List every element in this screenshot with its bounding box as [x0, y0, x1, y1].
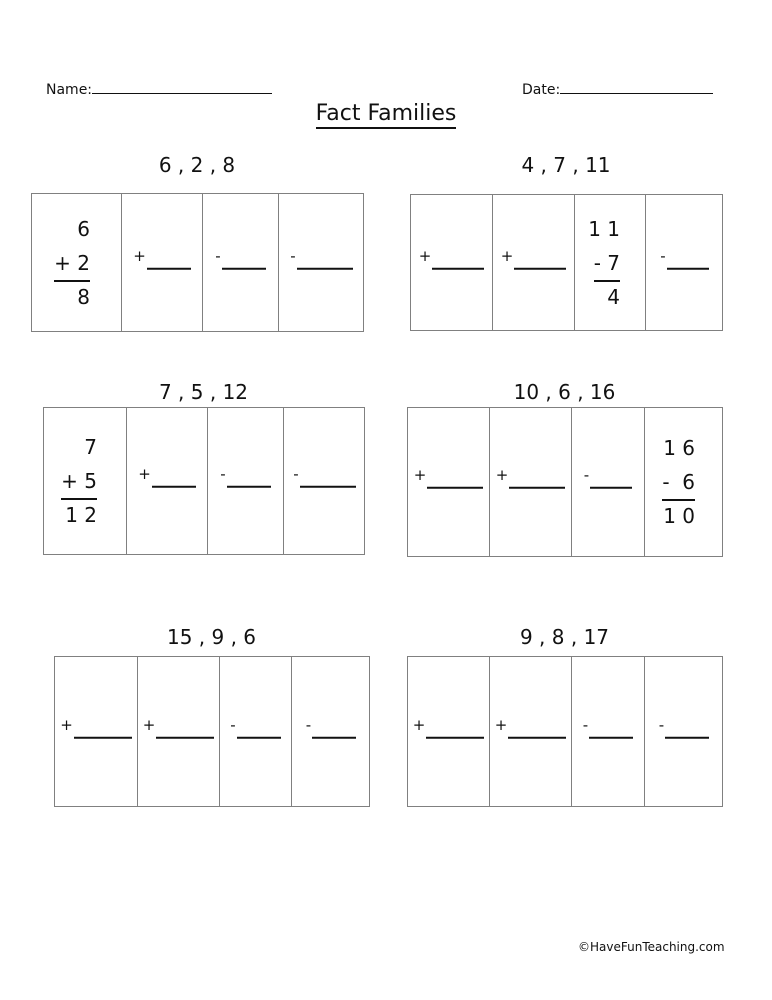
subtraction-answer-cell[interactable]	[207, 408, 283, 554]
answer-line[interactable]	[152, 486, 196, 488]
answer-line[interactable]	[665, 736, 709, 738]
plus-sign: +	[500, 246, 514, 265]
worked-problem	[44, 430, 126, 532]
problem-top-number: 1 6	[663, 436, 695, 460]
answer-blank[interactable]	[645, 715, 723, 738]
page-title-text: Fact Families	[316, 101, 457, 129]
fact-family-numbers: 6 , 2 , 8	[158, 153, 236, 177]
addition-answer-cell[interactable]	[492, 195, 574, 330]
answer-blank[interactable]	[408, 715, 489, 738]
minus-sign: -	[293, 464, 299, 483]
answer-line[interactable]	[74, 736, 132, 738]
example-problem-cell	[574, 195, 645, 330]
answer-blank[interactable]	[55, 715, 137, 738]
answer-line[interactable]	[426, 736, 484, 738]
answer-line[interactable]	[300, 486, 356, 488]
example-problem-cell	[32, 194, 121, 331]
answer-blank[interactable]	[490, 715, 571, 738]
addition-answer-cell[interactable]	[137, 657, 219, 806]
minus-sign: -	[230, 715, 236, 734]
answer-line[interactable]	[590, 487, 632, 489]
addition-answer-cell[interactable]	[408, 657, 489, 806]
plus-sign: +	[133, 246, 146, 265]
answer-blank[interactable]	[292, 715, 370, 738]
subtraction-answer-cell[interactable]	[291, 657, 370, 806]
date-blank-line[interactable]	[560, 79, 713, 94]
subtraction-answer-cell[interactable]	[283, 408, 365, 554]
fact-family-box	[31, 193, 364, 332]
problem-operator-row: + 2	[54, 246, 90, 282]
subtraction-answer-cell[interactable]	[644, 657, 723, 806]
answer-line[interactable]	[237, 736, 281, 738]
fact-family-numbers: 9 , 8 , 17	[519, 625, 610, 649]
name-blank-line[interactable]	[92, 79, 272, 94]
minus-sign: -	[290, 246, 296, 265]
answer-blank[interactable]	[279, 246, 364, 269]
addition-answer-cell[interactable]	[411, 195, 492, 330]
problem-result: 1 0	[663, 504, 695, 528]
minus-sign: -	[583, 465, 590, 484]
answer-line[interactable]	[432, 267, 484, 269]
fact-family-box	[54, 656, 370, 807]
subtraction-answer-cell[interactable]	[645, 195, 723, 330]
problem-top-number: 6	[77, 216, 90, 241]
answer-blank[interactable]	[493, 246, 574, 269]
problem-top-number: 1 1	[588, 216, 620, 241]
answer-blank[interactable]	[408, 465, 489, 489]
date-label: Date:	[522, 82, 561, 98]
problem-result: 4	[607, 284, 620, 309]
answer-line[interactable]	[509, 487, 565, 489]
worked-problem	[645, 431, 723, 533]
subtraction-answer-cell[interactable]	[278, 194, 364, 331]
minus-sign: -	[660, 246, 666, 265]
answer-blank[interactable]	[127, 464, 207, 488]
copyright-footer: ©HaveFunTeaching.com	[578, 940, 725, 954]
answer-line[interactable]	[222, 267, 266, 269]
problem-result: 8	[77, 284, 90, 309]
subtraction-answer-cell[interactable]	[571, 408, 644, 556]
plus-sign: +	[138, 464, 151, 483]
plus-sign: +	[60, 715, 73, 734]
page-title	[0, 101, 772, 126]
answer-blank[interactable]	[490, 465, 571, 489]
answer-blank[interactable]	[411, 246, 492, 269]
addition-answer-cell[interactable]	[489, 408, 571, 556]
plus-sign: +	[494, 715, 508, 734]
answer-blank[interactable]	[203, 246, 278, 269]
fact-family-numbers: 10 , 6 , 16	[513, 380, 616, 404]
fact-family-box	[407, 656, 723, 807]
answer-blank[interactable]	[138, 715, 219, 738]
answer-line[interactable]	[667, 267, 709, 269]
name-field[interactable]	[46, 79, 272, 98]
answer-blank[interactable]	[220, 715, 291, 738]
minus-sign: -	[220, 464, 226, 483]
answer-line[interactable]	[427, 487, 483, 489]
fact-family-box	[43, 407, 365, 555]
minus-sign: -	[658, 715, 665, 734]
problem-operator-row: + 5	[61, 464, 97, 500]
plus-sign: +	[142, 715, 156, 734]
answer-blank[interactable]	[208, 464, 283, 488]
addition-answer-cell[interactable]	[55, 657, 137, 806]
problem-top-number: 7	[84, 435, 97, 459]
fact-family-numbers: 7 , 5 , 12	[158, 380, 249, 404]
problem-result: 1 2	[65, 503, 97, 527]
subtraction-answer-cell[interactable]	[571, 657, 644, 806]
minus-sign: -	[305, 715, 312, 734]
minus-sign: -	[582, 715, 589, 734]
addition-answer-cell[interactable]	[489, 657, 571, 806]
subtraction-answer-cell[interactable]	[219, 657, 291, 806]
answer-line[interactable]	[147, 267, 191, 269]
worked-problem	[575, 212, 645, 314]
plus-sign: +	[418, 246, 432, 265]
answer-blank[interactable]	[572, 465, 644, 489]
example-problem-cell	[44, 408, 126, 554]
answer-line[interactable]	[227, 486, 271, 488]
answer-line[interactable]	[156, 736, 214, 738]
answer-blank[interactable]	[646, 246, 723, 269]
fact-family-numbers: 4 , 7 , 11	[521, 153, 611, 177]
date-field[interactable]	[522, 79, 713, 98]
answer-line[interactable]	[297, 267, 353, 269]
addition-answer-cell[interactable]	[121, 194, 202, 331]
worked-problem	[32, 212, 121, 314]
addition-answer-cell[interactable]	[408, 408, 489, 556]
example-problem-cell	[644, 408, 723, 556]
answer-blank[interactable]	[572, 715, 644, 738]
plus-sign: +	[495, 465, 509, 484]
fact-family-numbers: 15 , 9 , 6	[166, 625, 257, 649]
problem-operator-row: - 7	[594, 246, 620, 282]
fact-family-box	[410, 194, 723, 331]
plus-sign: +	[412, 715, 426, 734]
problem-operator-row: - 6	[662, 465, 695, 501]
fact-family-box	[407, 407, 723, 557]
addition-answer-cell[interactable]	[126, 408, 207, 554]
answer-blank[interactable]	[122, 246, 202, 269]
answer-line[interactable]	[508, 736, 566, 738]
plus-sign: +	[413, 465, 427, 484]
subtraction-answer-cell[interactable]	[202, 194, 278, 331]
minus-sign: -	[215, 246, 221, 265]
answer-line[interactable]	[312, 736, 356, 738]
answer-blank[interactable]	[284, 464, 365, 488]
name-label: Name:	[46, 82, 93, 98]
answer-line[interactable]	[589, 736, 633, 738]
answer-line[interactable]	[514, 267, 566, 269]
